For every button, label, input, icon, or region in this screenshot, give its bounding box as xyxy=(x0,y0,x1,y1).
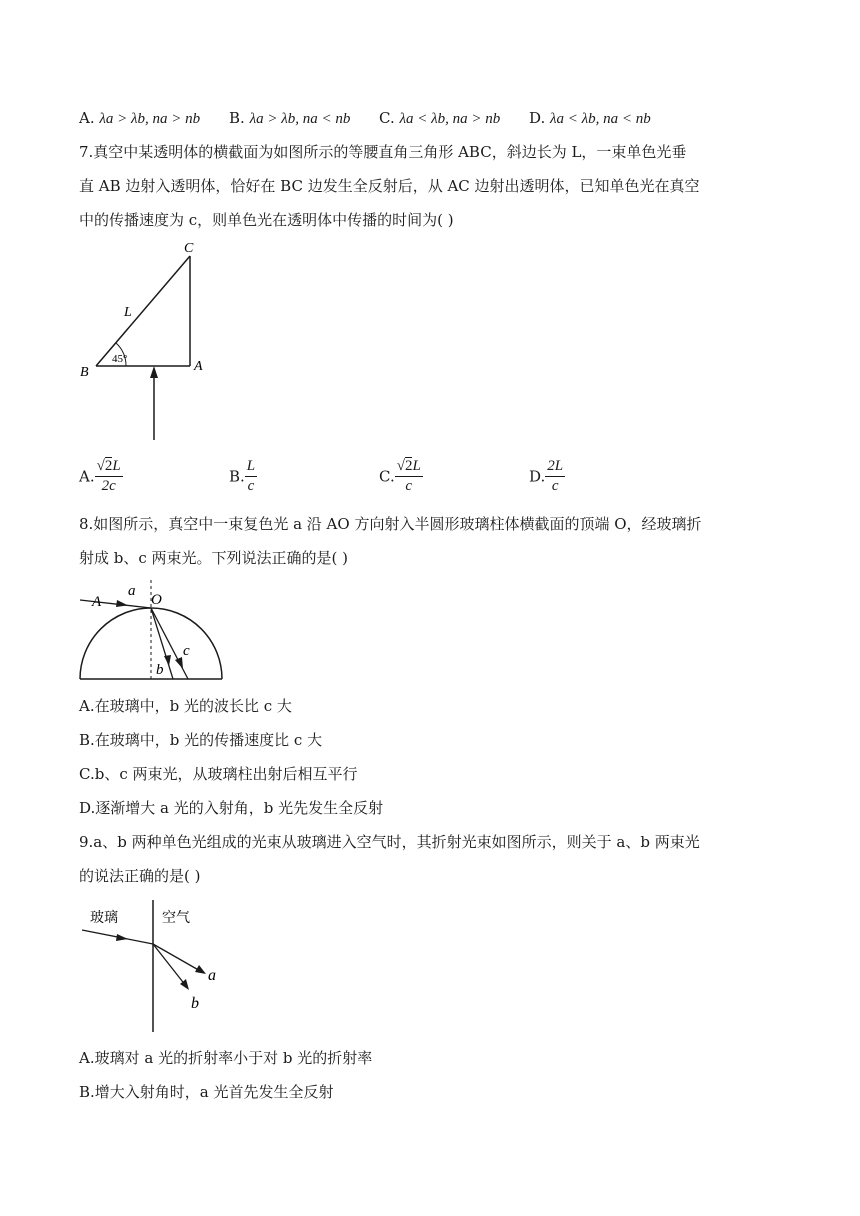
q7-label-a: A xyxy=(194,359,203,374)
q8-option-d: D.逐渐增大 a 光的入射角，b 光先发生全反射 xyxy=(79,799,384,817)
q8-label-c: c xyxy=(183,643,190,659)
q8-semicircle-figure xyxy=(78,578,228,682)
q8-label-o: O xyxy=(151,592,162,608)
q9-option-b: B.增大入射角时，a 光首先发生全反射 xyxy=(79,1083,334,1101)
q7-option-a: A. $\frac{√2L}{2c}$ xyxy=(79,458,121,494)
q6-option-b: B. λa > λb, na < nb xyxy=(229,109,351,127)
q6-option-d: D. λa < λb, na < nb xyxy=(529,109,651,127)
q9-text-line-2: 的说法正确的是( ) xyxy=(79,867,201,885)
q7-label-l: L xyxy=(124,305,132,320)
q7-label-angle: 45° xyxy=(112,353,128,365)
q7-text-line-3: 中的传播速度为 c，则单色光在透明体中传播的时间为( ) xyxy=(79,211,454,229)
q9-label-air: 空气 xyxy=(162,911,190,926)
q7-triangle-figure xyxy=(78,238,218,443)
q8-option-c: C.b、c 两束光，从玻璃柱出射后相互平行 xyxy=(79,765,358,783)
q7-option-c: C. $\frac{√2L}{c}$ xyxy=(379,458,421,494)
q9-refraction-figure xyxy=(78,898,228,1034)
q9-label-a: a xyxy=(208,967,216,984)
q7-option-b: B. $\frac{L}{c}$ xyxy=(229,458,256,494)
q9-label-b: b xyxy=(191,995,199,1012)
q7-label-b: B xyxy=(80,365,89,380)
q8-option-b: B.在玻璃中，b 光的传播速度比 c 大 xyxy=(79,731,323,749)
q7-label-c: C xyxy=(184,241,194,256)
q8-option-a: A.在玻璃中，b 光的波长比 c 大 xyxy=(79,697,292,715)
q9-option-a: A.玻璃对 a 光的折射率小于对 b 光的折射率 xyxy=(79,1049,373,1067)
q7-text-line-2: 直 AB 边射入透明体，恰好在 BC 边发生全反射后，从 AC 边射出透明体，已知单色光在真空 xyxy=(79,177,700,195)
q8-label-b: b xyxy=(156,662,164,678)
q7-option-d: D. $\frac{2L}{c}$ xyxy=(529,458,564,494)
q8-label-a-upper: A xyxy=(92,594,102,610)
q7-text-line-1: 7.真空中某透明体的横截面为如图所示的等腰直角三角形 ABC，斜边长为 L，一束单色光垂 xyxy=(79,143,687,161)
q8-label-a-lower: a xyxy=(128,583,136,599)
q8-text-line-1: 8.如图所示，真空中一束复色光 a 沿 AO 方向射入半圆形玻璃柱体横截面的顶端 O，经玻璃折 xyxy=(79,515,702,533)
q6-option-a: A. λa > λb, na > nb xyxy=(79,109,201,127)
q9-label-glass: 玻璃 xyxy=(90,911,118,926)
q6-option-c: C. λa < λb, na > nb xyxy=(379,109,501,127)
q9-text-line-1: 9.a、b 两种单色光组成的光束从玻璃进入空气时，其折射光束如图所示，则关于 a、b 两束光 xyxy=(79,833,700,851)
q8-text-line-2: 射成 b、c 两束光。下列说法正确的是( ) xyxy=(79,549,349,567)
